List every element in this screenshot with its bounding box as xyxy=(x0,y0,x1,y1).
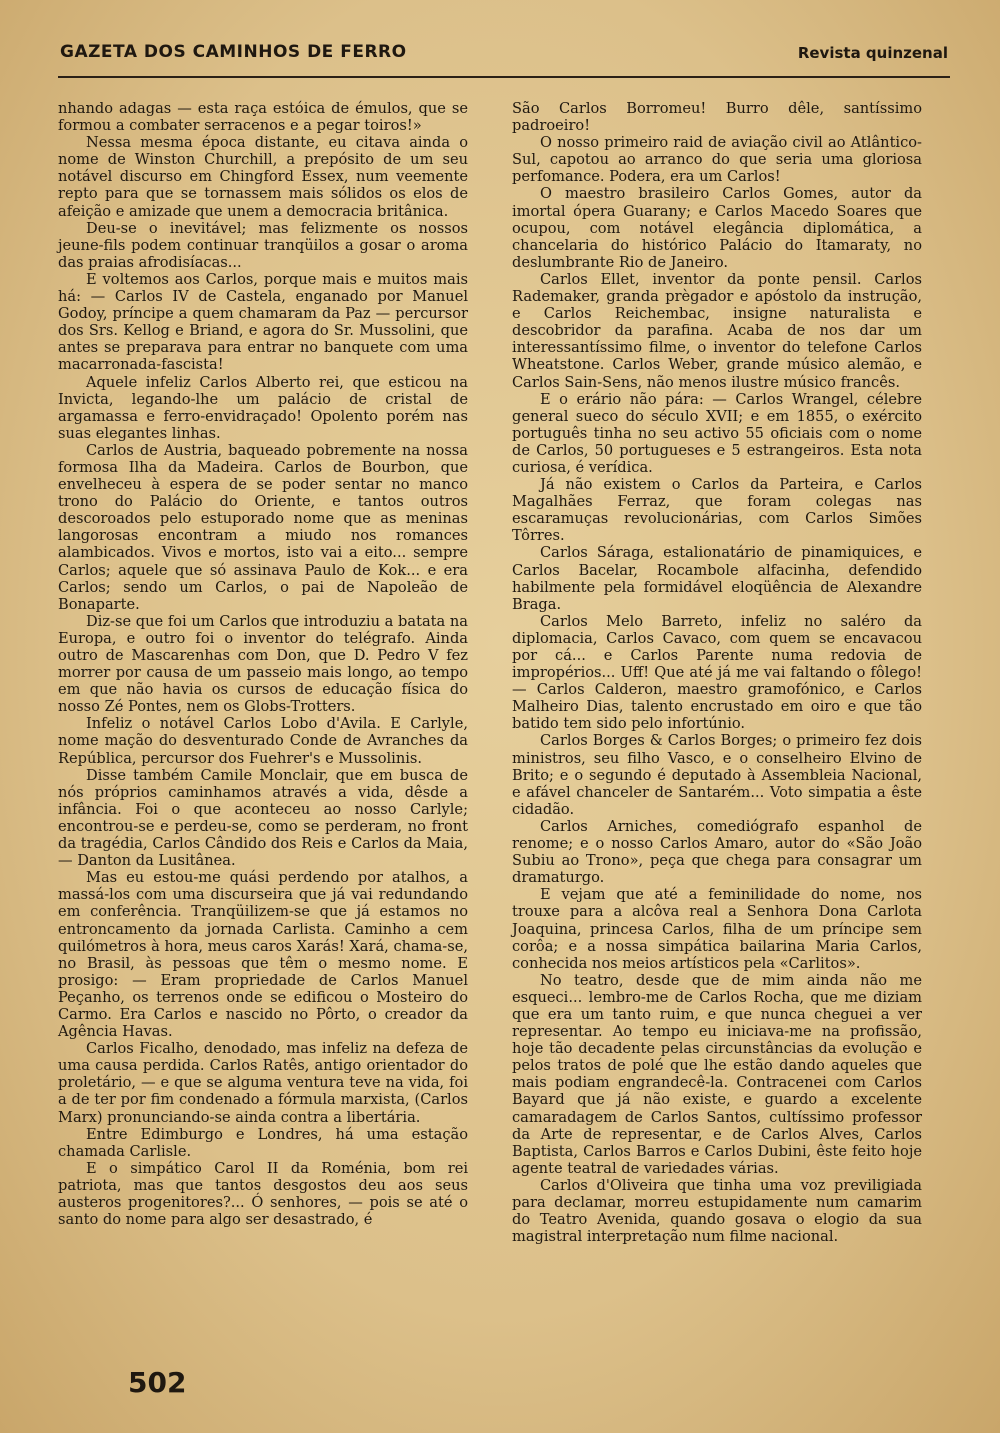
paragraph: nhando adagas — esta raça estóica de émulos, que se formou a combater serracenos e a pegar toiros!» xyxy=(58,100,468,135)
paragraph: E vejam que até a feminilidade do nome, nos trouxe para a alcôva real a Senhora Dona Carlota Joaquina, princesa Carlos, filha de um príncipe sem corôa; e a nossa simpática bailarina Maria Carlos, conhecida nos meios artísticos pela «Carlitos». xyxy=(512,886,922,972)
paragraph: Carlos de Austria, baqueado pobremente na nossa formosa Ilha da Madeira. Carlos de Bourbon, que envelheceu à espera de se poder sentar no manco trono do Palácio do Oriente, e tantos outros descoroados pelo estuporado nome que as meninas langorosas encontram a miudo nos romances alambicados. Vivos e mortos, isto vai a eito... sempre Carlos; aquele que só assinava Paulo de Kok... e era Carlos; sendo um Carlos, o pai de Napoleão de Bonaparte. xyxy=(58,441,468,613)
paragraph: Carlos Arniches, comediógrafo espanhol de renome; e o nosso Carlos Amaro, autor do «São João Subiu ao Trono», peça que chega para consagrar um dramaturgo. xyxy=(512,817,922,887)
paragraph: Entre Edimburgo e Londres, há uma estação chamada Carlisle. xyxy=(58,1125,468,1160)
paragraph: Carlos Ellet, inventor da ponte pensil. Carlos Rademaker, granda prègador e apóstolo da instrução, e Carlos Reichembac, insigne naturalista e descobridor da parafina. Acaba de nos dar um interessantíssimo filme, o inventor do telefone Carlos Wheatstone. Carlos Weber, grande músico alemão, e Carlos Sain-Sens, não menos ilustre músico francês. xyxy=(512,270,922,391)
paragraph: E o simpático Carol II da Roménia, bom rei patriota, mas que tantos desgostos deu aos seus austeros progenitores?... Ó senhores, — pois se até o santo do nome para algo ser desastrado, é xyxy=(58,1159,468,1229)
paragraph: São Carlos Borromeu! Burro dêle, santíssimo padroeiro! xyxy=(512,100,922,135)
paragraph: Aquele infeliz Carlos Alberto rei, que esticou na Invicta, legando-lhe um palácio de cristal de argamassa e ferro-envidraçado! Opolento porém nas suas elegantes linhas. xyxy=(58,373,468,442)
paragraph: Carlos Ficalho, denodado, mas infeliz na defeza de uma causa perdida. Carlos Ratês, antigo orientador do proletário, — e que se alguma ventura teve na vida, foi a de ter por fim condenado a fórmula marxista, (Carlos Marx) pronunciando-se ainda contra a libertária. xyxy=(58,1040,468,1126)
paragraph: Nessa mesma época distante, eu citava ainda o nome de Winston Churchill, a prepósito de um seu notável discurso em Chingford Essex, num veemente repto para que se tornassem mais sólidos os elos de afeição e amizade que unem a democracia britânica. xyxy=(58,134,468,220)
page-number: 502 xyxy=(128,1366,187,1399)
running-header xyxy=(60,36,948,72)
paragraph: Carlos d'Oliveira que tinha uma voz previligiada para declamar, morreu estupidamente num camarim do Teatro Avenida, quando gosava o elogio da sua magistral interpretação num filme nacional. xyxy=(512,1176,922,1246)
paragraph: E o erário não pára: — Carlos Wrangel, célebre general sueco do século XVII; e em 1855, o exército português tinha no seu activo 55 oficiais com o nome de Carlos, 50 portugueses e 5 estrangeiros. Esta nota curiosa, é verídica. xyxy=(512,390,922,476)
paragraph: E voltemos aos Carlos, porque mais e muitos mais há: — Carlos IV de Castela, enganado por Manuel Godoy, príncipe a quem chamaram da Paz — percursor dos Srs. Kellog e Briand, e agora do Sr. Mussolini, que antes se preparava para entrar no banquete com uma macarronada-fascista! xyxy=(58,270,468,374)
right-column xyxy=(512,100,922,1245)
left-column xyxy=(58,100,468,1228)
paragraph: Infeliz o notável Carlos Lobo d'Avila. E Carlyle, nome mação do desventurado Conde de Avranches da República, percursor dos Fuehrer's e Mussolinis. xyxy=(58,715,468,767)
paragraph: O maestro brasileiro Carlos Gomes, autor da imortal ópera Guarany; e Carlos Macedo Soares que ocupou, com notável elegância diplomática, a chancelaria do histórico Palácio do Itamaraty, no deslumbrante Rio de Janeiro. xyxy=(512,185,922,271)
header-rule xyxy=(58,76,950,78)
paragraph: Deu-se o inevitável; mas felizmente os nossos jeune-fils podem continuar tranqüilos a gosar o aroma das praias afrodisíacas... xyxy=(58,219,468,271)
paragraph: Já não existem o Carlos da Parteira, e Carlos Magalhães Ferraz, que foram colegas nas escaramuças revolucionárias, com Carlos Simões Tôrres. xyxy=(512,476,922,545)
publication-title: GAZETA DOS CAMINHOS DE FERRO xyxy=(60,42,407,62)
paragraph: O nosso primeiro raid de aviação civil ao Atlântico-Sul, capotou ao arranco do que seria uma gloriosa perfomance. Podera, era um Carlos! xyxy=(512,134,922,186)
paragraph: Carlos Borges & Carlos Borges; o primeiro fez dois ministros, seu filho Vasco, e o conselheiro Elvino de Brito; e o segundo é deputado à Assembleia Nacional, e afável chanceler de Santarém... Voto simpatia a êste cidadão. xyxy=(512,732,922,818)
paragraph: Carlos Melo Barreto, infeliz no saléro da diplomacia, Carlos Cavaco, com quem se encavacou por cá... e Carlos Parente numa redovia de impropérios... Uff! Que até já me vai faltando o fôlego! — Carlos Calderon, maestro gramofónico, e Carlos Malheiro Dias, talento encrustado em oiro e que tão batido tem sido pelo infortúnio. xyxy=(512,612,922,733)
paragraph: Carlos Sáraga, estalionatário de pinamiquices, e Carlos Bacelar, Rocambole alfacinha, defendido habilmente pela formidável eloqüência de Alexandre Braga. xyxy=(512,544,922,613)
paragraph: Disse também Camile Monclair, que em busca de nós próprios caminhamos através a vida, dêsde a infância. Foi o que aconteceu ao nosso Carlyle; encontrou-se e perdeu-se, como se perderam, no front da tragédia, Carlos Cândido dos Reis e Carlos da Maia, — Danton da Lusitânea. xyxy=(58,766,468,870)
publication-subtitle: Revista quinzenal xyxy=(797,44,948,62)
paragraph: Diz-se que foi um Carlos que introduziu a batata na Europa, e outro foi o inventor do telégrafo. Ainda outro de Mascarenhas com Don, que D. Pedro V fez morrer por causa de um passeio mais longo, ao tempo em que não havia os cursos de educação física do nosso Zé Pontes, nem os Globs-Trotters. xyxy=(58,612,468,716)
paragraph: No teatro, desde que de mim ainda não me esqueci... lembro-me de Carlos Rocha, que me diziam que era um tanto ruim, e que nunca cheguei a ver representar. Ao tempo eu iniciava-me na profissão, hoje tão decadente pelas circunstâncias da evolução e pelos tratos de polé que lhe estão dando aqueles que mais podiam engrandecê-la. Contracenei com Carlos Bayard que já não existe, e guardo a excelente camaradagem de Carlos Santos, cultíssimo professor da Arte de representar, e de Carlos Alves, Carlos Baptista, Carlos Barros e Carlos Dubini, êste feito hoje agente teatral de variedades várias. xyxy=(512,971,922,1177)
paragraph: Mas eu estou-me quási perdendo por atalhos, a massá-los com uma discurseira que já vai redundando em conferência. Tranqüilizem-se que já estamos no entroncamento da jornada Carlista. Caminho a cem quilómetros à hora, meus caros Xarás! Xará, chama-se, no Brasil, às pessoas que têm o mesmo nome. E prosigo: — Eram propriedade de Carlos Manuel Peçanho, os terrenos onde se edificou o Mosteiro do Carmo. Era Carlos e nascido no Pôrto, o creador da Agência Havas. xyxy=(58,869,468,1041)
